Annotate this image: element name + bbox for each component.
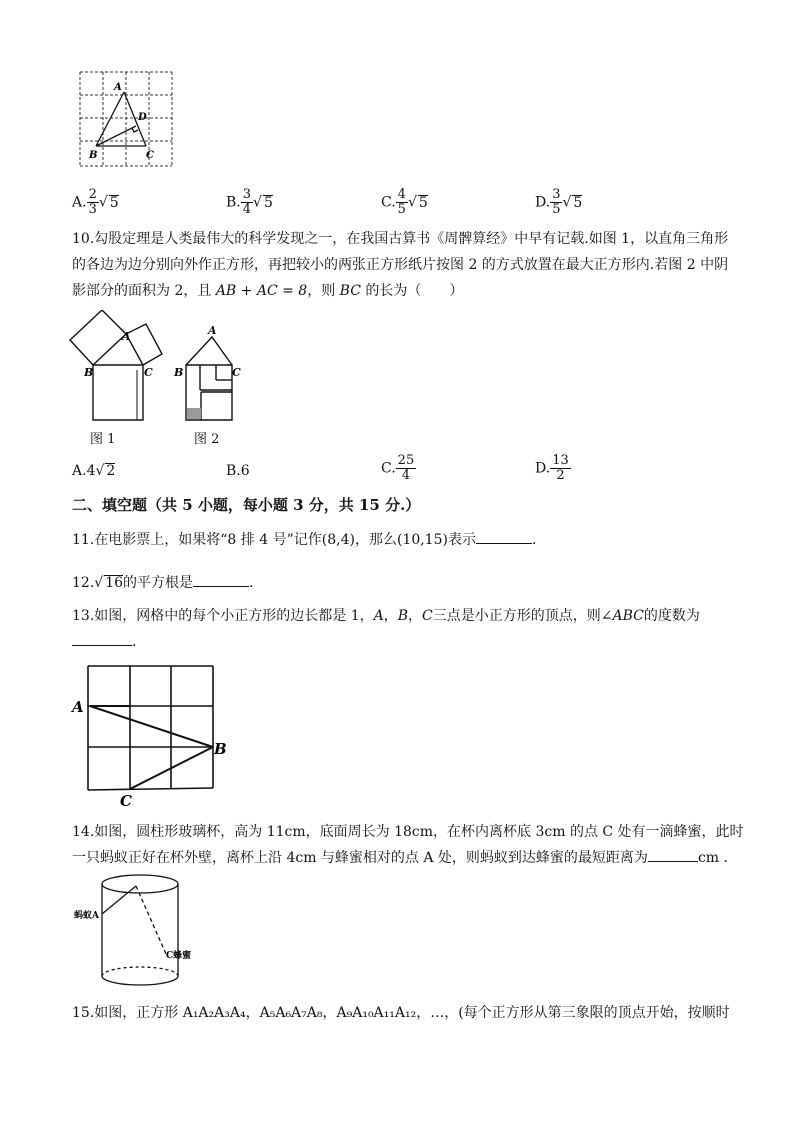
q12-text: 12.√ 16的平方根是 . xyxy=(72,570,253,596)
q9-label-c: C xyxy=(146,150,154,161)
q9-option-b[interactable]: B. $\frac{3}{4}$ √ 5 xyxy=(226,187,273,217)
q13-figure xyxy=(70,660,235,810)
q10-option-d[interactable]: D. $\frac{13}{2}$ xyxy=(535,453,569,483)
q14-figure xyxy=(74,870,214,992)
q10-line-2: 的各边为边分别向外作正方形，再把较小的两张正方形纸片按图 2 的方式放置在最大正方形内.若图 2 中阴 xyxy=(72,257,729,273)
q13-label-b: B xyxy=(214,740,227,758)
q10-option-b[interactable]: B.6 xyxy=(226,463,250,479)
q13-answer-blank[interactable] xyxy=(72,631,132,646)
q14-line-1: 14.如图，圆柱形玻璃杯，高为 11cm，底面周长为 18cm，在杯内离杯底 3cm 的点 C 处有一滴蜂蜜，此时 xyxy=(72,824,744,840)
q14-label-honey: C蜂蜜 xyxy=(166,951,192,961)
q9-label-d: D xyxy=(138,112,147,123)
q13-line-2: . xyxy=(72,629,136,655)
section-heading-fill-in: 二、填空题（共 5 小题，每小题 3 分，共 15 分.） xyxy=(72,496,421,514)
q10-line-3: 影部分的面积为 2，且 AB + AC = 8，则 BC 的长为（ ） xyxy=(72,283,464,299)
q9-figure xyxy=(76,68,176,174)
q13-line-1: 13.如图，网格中的每个小正方形的边长都是 1，A，B，C三点是小正方形的顶点，则∠ABC的度数为 xyxy=(72,608,700,624)
q9-label-b: B xyxy=(89,150,98,161)
q10-shaded-region xyxy=(187,408,201,419)
q10-fig2-label-c: C xyxy=(232,366,241,379)
q10-option-a[interactable]: A.4√ 2 xyxy=(72,463,116,479)
q13-label-a: A xyxy=(72,698,84,716)
q10-fig2-label-a: A xyxy=(208,324,217,337)
q13-label-c: C xyxy=(120,792,132,810)
q10-fig2-caption: 图 2 xyxy=(194,432,220,447)
q11-text: 11.在电影票上，如果将“8 排 4 号”记作(8,4)，那么(10,15)表示 . xyxy=(72,527,536,553)
q10-fig2-label-b: B xyxy=(174,366,184,379)
q15-line-1: 15.如图，正方形 A₁A₂A₃A₄，A₅A₆A₇A₈，A₉A₁₀A₁₁A₁₂，…，(每个正方形从第三象限的顶点开始，按顺时 xyxy=(72,1005,730,1021)
q10-fig1-caption: 图 1 xyxy=(90,432,116,447)
q9-option-a[interactable]: A. $\frac{2}{3}$ √ 5 xyxy=(72,187,119,217)
q10-option-c[interactable]: C. $\frac{25}{4}$ xyxy=(381,453,415,483)
q14-answer-blank[interactable] xyxy=(648,847,698,862)
q9-option-d[interactable]: D. $\frac{3}{5}$ √ 5 xyxy=(535,187,583,217)
q11-answer-blank[interactable] xyxy=(476,529,532,544)
q14-label-ant: 蚂蚁A xyxy=(74,911,99,921)
q10-fig1-label-c: C xyxy=(144,366,153,379)
q10-fig1-label-a: A xyxy=(122,330,131,343)
q10-fig1-label-b: B xyxy=(84,366,94,379)
q9-label-a: A xyxy=(114,82,122,93)
q12-answer-blank[interactable] xyxy=(193,572,249,587)
q10-line-1: 10.勾股定理是人类最伟大的科学发现之一，在我国古算书《周髀算经》中早有记载.如图 1，以直角三角形 xyxy=(72,231,729,247)
q14-line-2: 一只蚂蚁正好在杯外壁，离杯上沿 4cm 与蜂蜜相对的点 A 处，则蚂蚁到达蜂蜜的最短距离为 cm . xyxy=(72,845,728,871)
q9-option-c[interactable]: C. $\frac{4}{5}$ √ 5 xyxy=(381,187,428,217)
